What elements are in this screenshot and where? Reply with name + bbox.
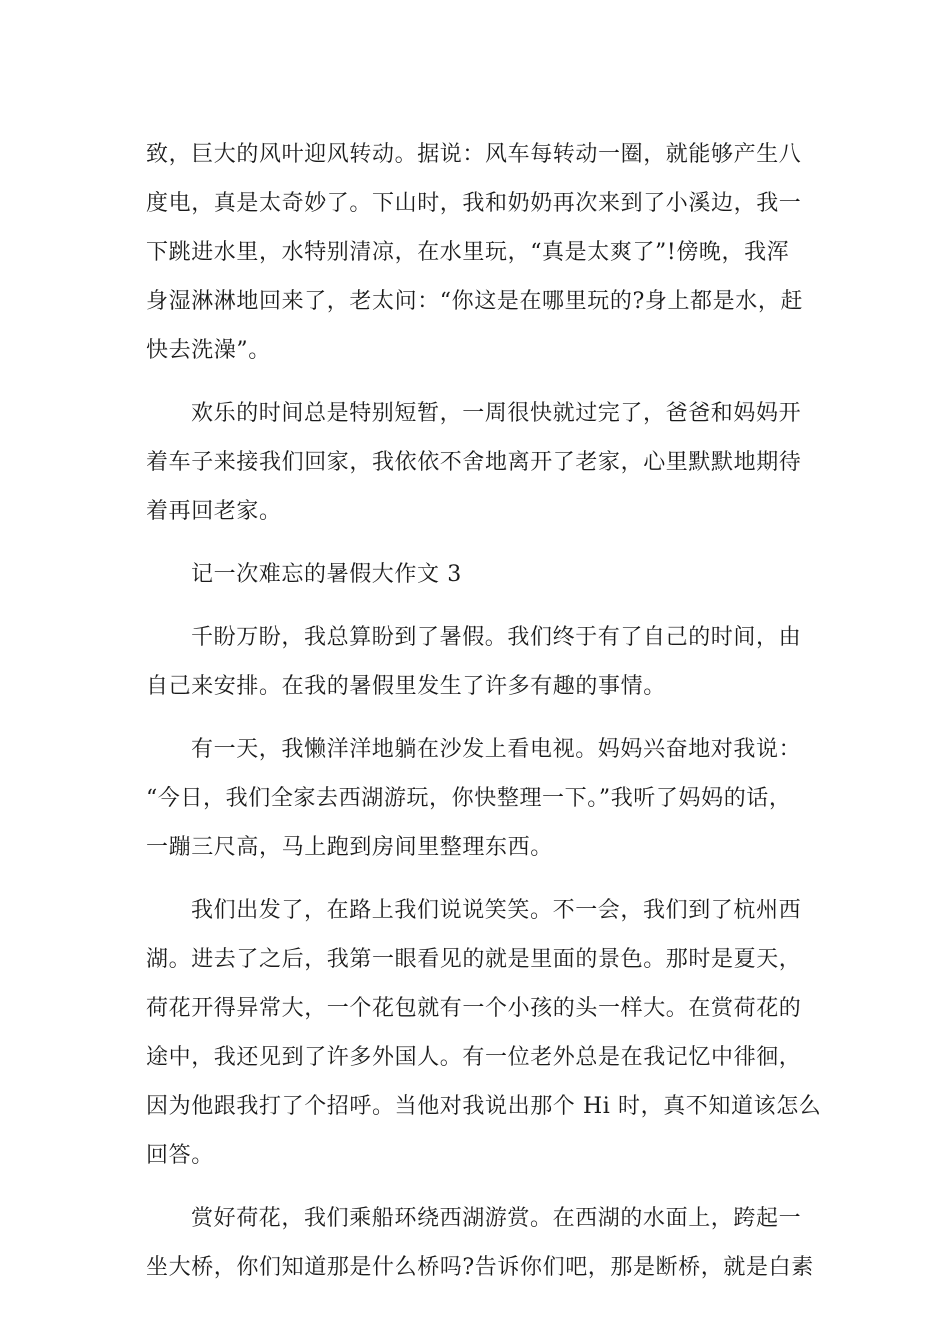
paragraph-line: 欢乐的时间总是特别短暂，一周很快就过完了，爸爸和妈妈开 [191, 401, 802, 426]
paragraph-line: 湖。进去了之后，我第一眼看见的就是里面的景色。那时是夏天， [146, 947, 802, 972]
paragraph-line: “今日，我们全家去西湖游玩，你快整理一下。”我听了妈妈的话， [146, 786, 792, 811]
paragraph-4 [146, 725, 826, 872]
paragraph-2 [146, 389, 826, 536]
paragraph-6 [146, 1194, 826, 1292]
paragraph-line: 我们出发了，在路上我们说说笑笑。不一会，我们到了杭州西 [191, 898, 802, 923]
paragraph-line: 千盼万盼，我总算盼到了暑假。我们终于有了自己的时间，由 [191, 625, 802, 650]
paragraph-line: 回答。 [146, 1143, 214, 1168]
paragraph-line: 一蹦三尺高，马上跑到房间里整理东西。 [146, 835, 553, 860]
paragraph-line: 坐大桥，你们知道那是什么桥吗?告诉你们吧，那是断桥，就是白素 [146, 1255, 814, 1280]
paragraph-line: 身湿淋淋地回来了，老太问：“你这是在哪里玩的?身上都是水，赶 [146, 289, 804, 314]
paragraph-line: 快去洗澡”。 [146, 338, 271, 363]
paragraph-line: 有一天，我懒洋洋地躺在沙发上看电视。妈妈兴奋地对我说： [191, 737, 802, 762]
paragraph-line: 因为他跟我打了个招呼。当他对我说出那个 Hi 时，真不知道该怎么 [146, 1094, 822, 1119]
paragraph-line: 荷花开得异常大，一个花包就有一个小孩的头一样大。在赏荷花的 [146, 996, 802, 1021]
document-page [146, 130, 826, 1292]
paragraph-5 [146, 886, 826, 1180]
paragraph-line: 度电，真是太奇妙了。下山时，我和奶奶再次来到了小溪边，我一 [146, 191, 802, 216]
paragraph-line: 着再回老家。 [146, 499, 282, 524]
paragraph-1 [146, 130, 826, 375]
paragraph-3 [146, 613, 826, 711]
paragraph-line: 着车子来接我们回家，我依依不舍地离开了老家，心里默默地期待 [146, 450, 802, 475]
paragraph-line: 下跳进水里，水特别清凉，在水里玩，“真是太爽了”!傍晚，我浑 [146, 240, 790, 265]
paragraph-line: 赏好荷花，我们乘船环绕西湖游赏。在西湖的水面上，跨起一 [191, 1206, 802, 1231]
paragraph-line: 致，巨大的风叶迎风转动。据说：风车每转动一圈，就能够产生八 [146, 142, 802, 167]
paragraph-line: 自己来安排。在我的暑假里发生了许多有趣的事情。 [146, 674, 666, 699]
section-heading: 记一次难忘的暑假大作文 3 [191, 562, 462, 587]
paragraph-line: 途中，我还见到了许多外国人。有一位老外总是在我记忆中徘徊， [146, 1045, 802, 1070]
